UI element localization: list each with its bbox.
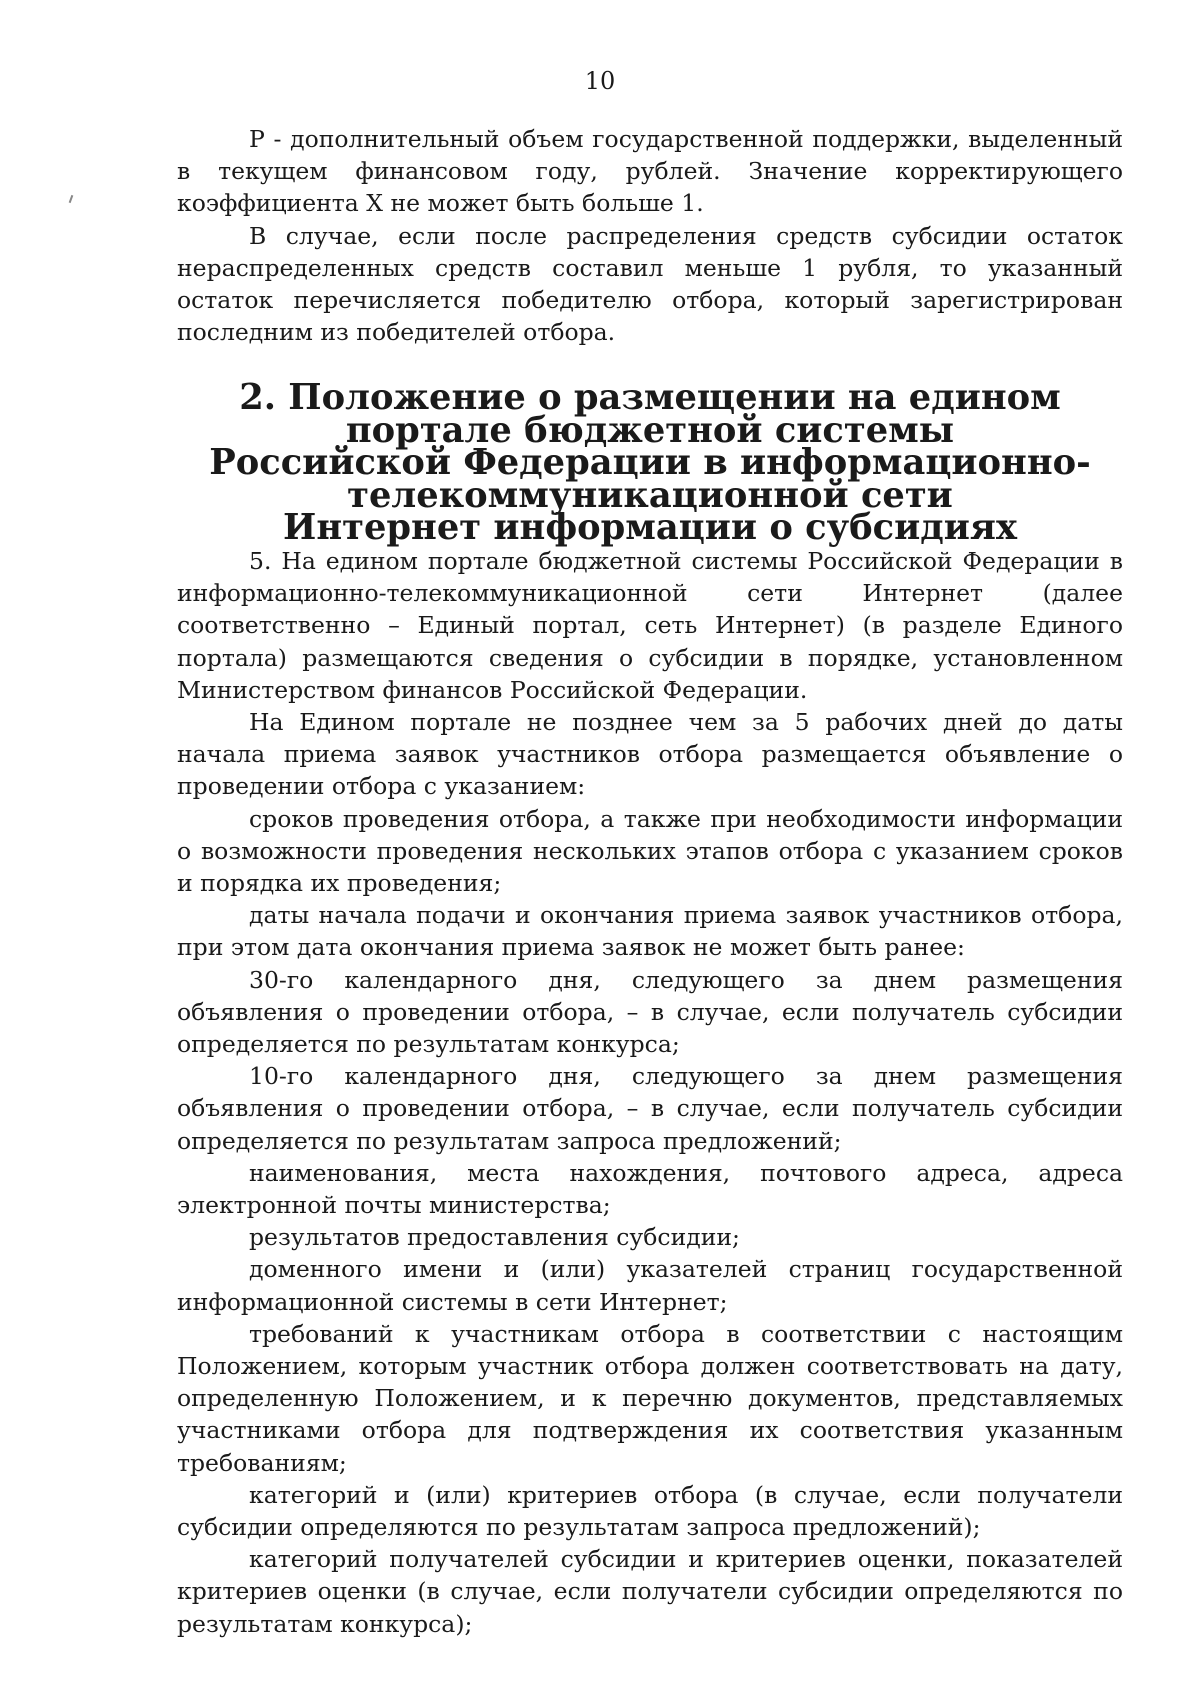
- list-item: категорий получателей субсидии и критериев оценки, показателей критериев оценки (в случае, если получатели субсидии определяются по результатам конкурса);: [177, 1545, 1123, 1638]
- document-body: [177, 123, 1123, 1640]
- list-item: доменного имени и (или) указателей страниц государственной информационной системы в сети Интернет;: [177, 1255, 1123, 1316]
- list-item: категорий и (или) критериев отбора (в случае, если получатели субсидии определяются по результатам запроса предложений);: [177, 1480, 1123, 1542]
- list-item: наименования, места нахождения, почтового адреса, адреса электронной почты министерства;: [177, 1158, 1123, 1219]
- list-item: результатов предоставления субсидии;: [249, 1223, 740, 1252]
- paragraph: 5. На едином портале бюджетной системы Российской Федерации в информационно-телекоммуникационной сети Интернет (далее соответственно – Единый портал, сеть Интернет) (в разделе Единого портала) размещаются сведения о субсидии в порядке, установленном Министерством финансов Российской Федерации.: [177, 546, 1123, 704]
- list-item: 10-го календарного дня, следующего за днем размещения объявления о проведении отбора, – в случае, если получатель субсидии определяется по результатам запроса предложений;: [177, 1062, 1123, 1155]
- list-item: даты начала подачи и окончания приема заявок участников отбора, при этом дата окончания приема заявок не может быть ранее:: [177, 901, 1123, 962]
- list-item: требований к участникам отбора в соответствии с настоящим Положением, которым участник отбора должен соответствовать на дату, определенную Положением, и к перечню документов, представляемых участниками отбора для подтверждения их соответствия указанным требованиям;: [177, 1319, 1123, 1477]
- list-item: 30-го календарного дня, следующего за днем размещения объявления о проведении отбора, – в случае, если получатель субсидии определяется по результатам конкурса;: [177, 965, 1123, 1058]
- scan-artifact-mark: [69, 195, 74, 203]
- paragraph: P - дополнительный объем государственной поддержки, выделенный в текущем финансовом году, рублей. Значение корректирующего коэффициента X не может быть больше 1.: [177, 125, 1123, 218]
- section-heading: [177, 377, 1123, 549]
- paragraph: На Едином портале не позднее чем за 5 рабочих дней до даты начала приема заявок участников отбора размещается объявление о проведении отбора с указанием:: [177, 707, 1123, 801]
- page-number: 10: [584, 67, 616, 95]
- paragraph: В случае, если после распределения средств субсидии остаток нераспределенных средств составил меньше 1 рубля, то указанный остаток перечисляется победителю отбора, который зарегистрирован последним из победителей отбора.: [177, 221, 1123, 347]
- section-heading-line: Интернет информации о субсидиях: [283, 507, 1017, 549]
- section-heading-line: Российской Федерации в информационно-телекоммуникационной сети: [209, 442, 1091, 516]
- list-item: сроков проведения отбора, а также при необходимости информации о возможности проведения нескольких этапов отбора с указанием сроков и порядка их проведения;: [177, 804, 1123, 897]
- section-heading-line: 2. Положение о размещении на едином портале бюджетной системы: [239, 377, 1061, 451]
